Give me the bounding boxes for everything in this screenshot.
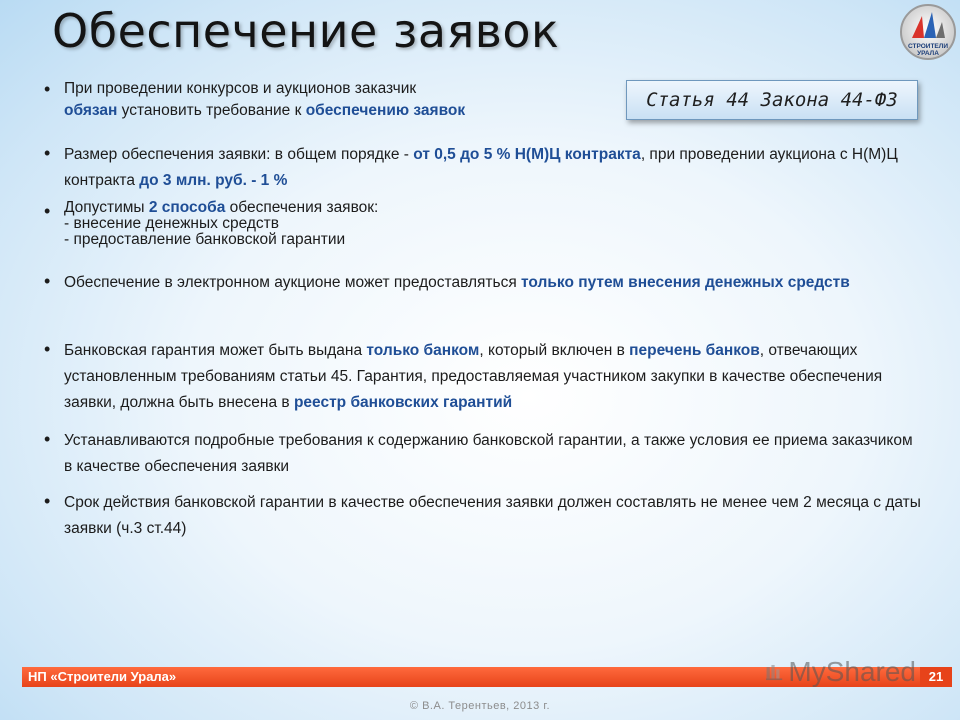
bullet-marker: • (44, 339, 51, 359)
bullet-text-segment: - внесение денежных средств (64, 215, 279, 232)
bullet-text-segment: Допустимы (64, 199, 149, 216)
bullet-text-segment: Банковская гарантия может быть выдана (64, 342, 367, 359)
logo-text-bottom: УРАЛА (917, 50, 939, 57)
bullet-text (44, 490, 924, 542)
bullet-item (44, 270, 924, 296)
watermark-text: MyShared (788, 656, 916, 687)
slide-title: Обеспечение заявок (52, 4, 560, 58)
bullet-text-segment: обеспечения заявок: (225, 199, 379, 216)
bullet-text-segment: установить требование к (117, 102, 306, 119)
copyright: © В.А. Терентьев, 2013 г. (409, 700, 551, 712)
bullet-marker: • (44, 271, 51, 291)
presentation-icon (766, 657, 784, 687)
highlighted-text: от 0,5 до 5 % Н(М)Ц контракта (413, 146, 641, 163)
highlighted-text: только банком (366, 342, 480, 359)
bullet-text-segment: Обеспечение в электронном аукционе может предоставляться (64, 274, 522, 291)
highlighted-text: реестр банковских гарантий (293, 394, 513, 411)
bullet-item (44, 78, 924, 122)
bullet-text (44, 338, 924, 416)
bullet-item (44, 142, 924, 194)
bullet-item (44, 338, 924, 416)
bullet-text (44, 428, 924, 480)
page-number: 21 (920, 667, 952, 687)
bullet-text (44, 78, 924, 122)
bullet-item (44, 200, 924, 248)
bullet-item (44, 490, 924, 542)
bullet-text-segment: , при проведении аукциона с Н(М)Ц контракта (64, 146, 898, 189)
myshared-watermark (766, 650, 916, 694)
highlighted-text: до 3 млн. руб. - 1 % (139, 172, 288, 189)
logo-text-top: СТРОИТЕЛИ (907, 43, 949, 50)
highlighted-text: 2 способа (148, 199, 226, 216)
bullet-marker: • (44, 429, 51, 449)
bullet-text-segment: , отвечающих установленным требованиям статьи 45. Гарантия, предоставляемая участником закупки в качестве обеспечения заявки, должна быть внесена в (64, 342, 883, 411)
bullet-marker: • (44, 201, 51, 221)
bullet-text-segment: - предоставление банковской гарантии (64, 231, 346, 248)
bullet-text-segment: Устанавливаются подробные требования к содержанию банковской гарантии, а также условия ее приема заказчиком в качестве обеспечения заявки (64, 432, 913, 475)
bullet-text-segment: , который включен в (479, 342, 630, 359)
law-article-badge: Статья 44 Закона 44-ФЗ (626, 80, 918, 120)
bullet-text-segment: Размер обеспечения заявки: в общем порядке - (64, 146, 414, 163)
bullet-marker: • (44, 143, 51, 163)
bullet-item (44, 428, 924, 480)
bullet-text (44, 142, 924, 194)
highlighted-text: обязан (64, 102, 118, 119)
footer-organization: НП «Строители Урала» (28, 669, 177, 684)
bullet-marker: • (44, 491, 51, 511)
bullet-text-segment: При проведении конкурсов и аукционов заказчик (64, 80, 417, 97)
highlighted-text: перечень банков (629, 342, 760, 359)
bullet-text (44, 270, 924, 296)
highlighted-text: только путем внесения денежных средств (521, 274, 850, 291)
highlighted-text: обеспечению заявок (305, 102, 466, 119)
bullet-text-segment: Срок действия банковской гарантии в качестве обеспечения заявки должен составлять не менее чем 2 месяца с даты заявки (ч.3 ст.44) (64, 494, 921, 537)
bullet-text (44, 200, 924, 248)
construction-union-logo (898, 2, 958, 74)
bullet-marker: • (44, 79, 51, 99)
